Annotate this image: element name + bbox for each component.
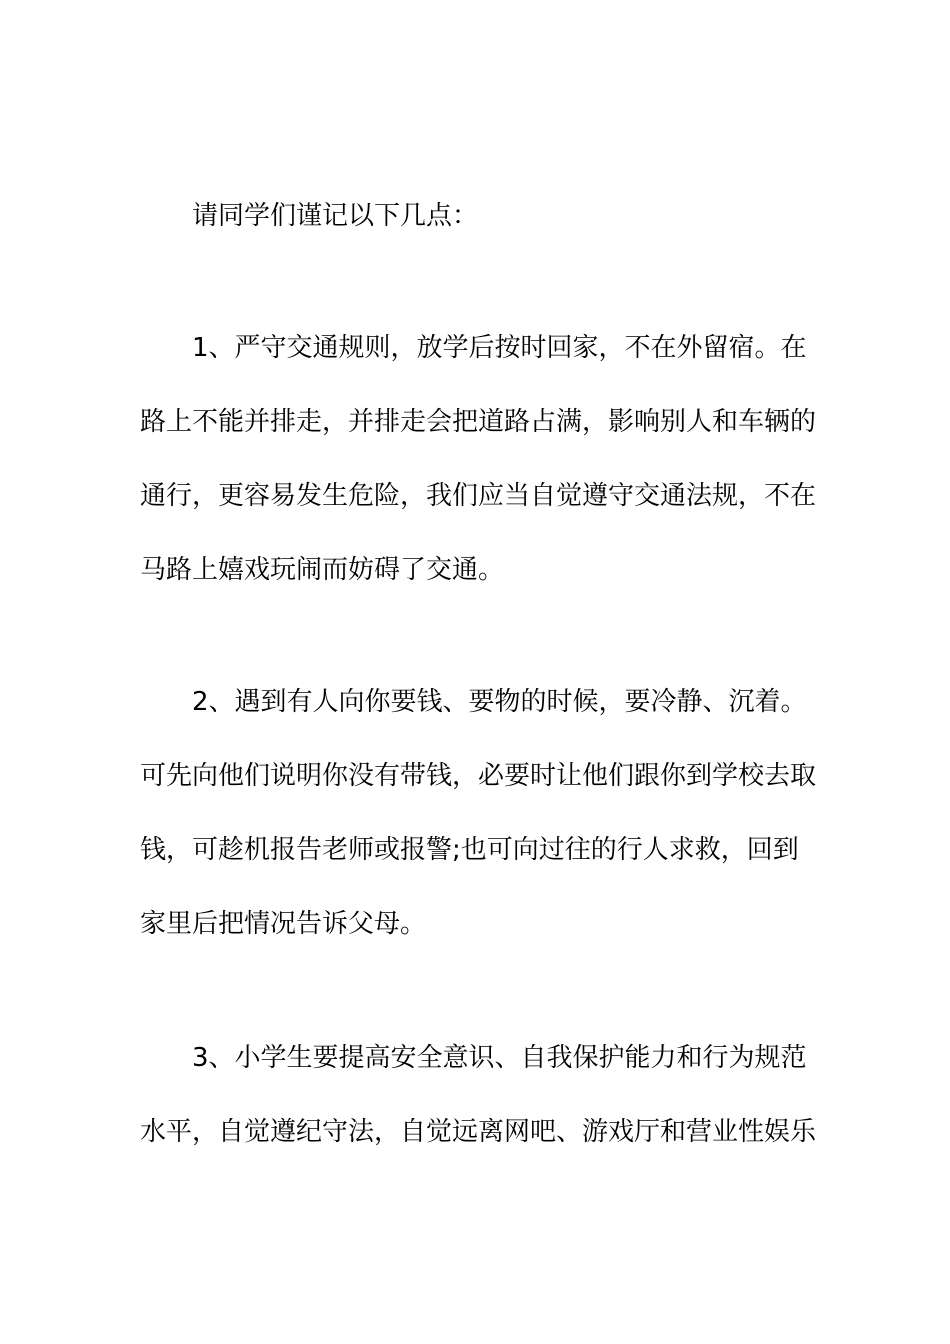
- paragraph-2-line-1: 2、遇到有人向你要钱、要物的时候，要冷静、沉着。: [192, 687, 807, 717]
- paragraph-1-line-4: 马路上嬉戏玩闹而妨碍了交通。: [140, 555, 505, 585]
- paragraph-3-line-2: 水平，自觉遵纪守法，自觉远离网吧、游戏厅和营业性娱乐: [140, 1117, 817, 1147]
- intro-text: 请同学们谨记以下几点：: [192, 201, 479, 231]
- paragraph-2-line-3: 钱，可趁机报告老师或报警;也可向过往的行人求救，回到: [140, 835, 799, 865]
- paragraph-3-line-1: 3、小学生要提高安全意识、自我保护能力和行为规范: [192, 1043, 807, 1073]
- paragraph-2-line-2: 可先向他们说明你没有带钱，必要时让他们跟你到学校去取: [140, 761, 817, 791]
- paragraph-1-line-1: 1、严守交通规则，放学后按时回家，不在外留宿。在: [192, 333, 807, 363]
- paragraph-1-line-2: 路上不能并排走，并排走会把道路占满，影响别人和车辆的: [140, 407, 817, 437]
- paragraph-1-line-3: 通行，更容易发生危险，我们应当自觉遵守交通法规，不在: [140, 481, 817, 511]
- paragraph-2-line-4: 家里后把情况告诉父母。: [140, 909, 427, 939]
